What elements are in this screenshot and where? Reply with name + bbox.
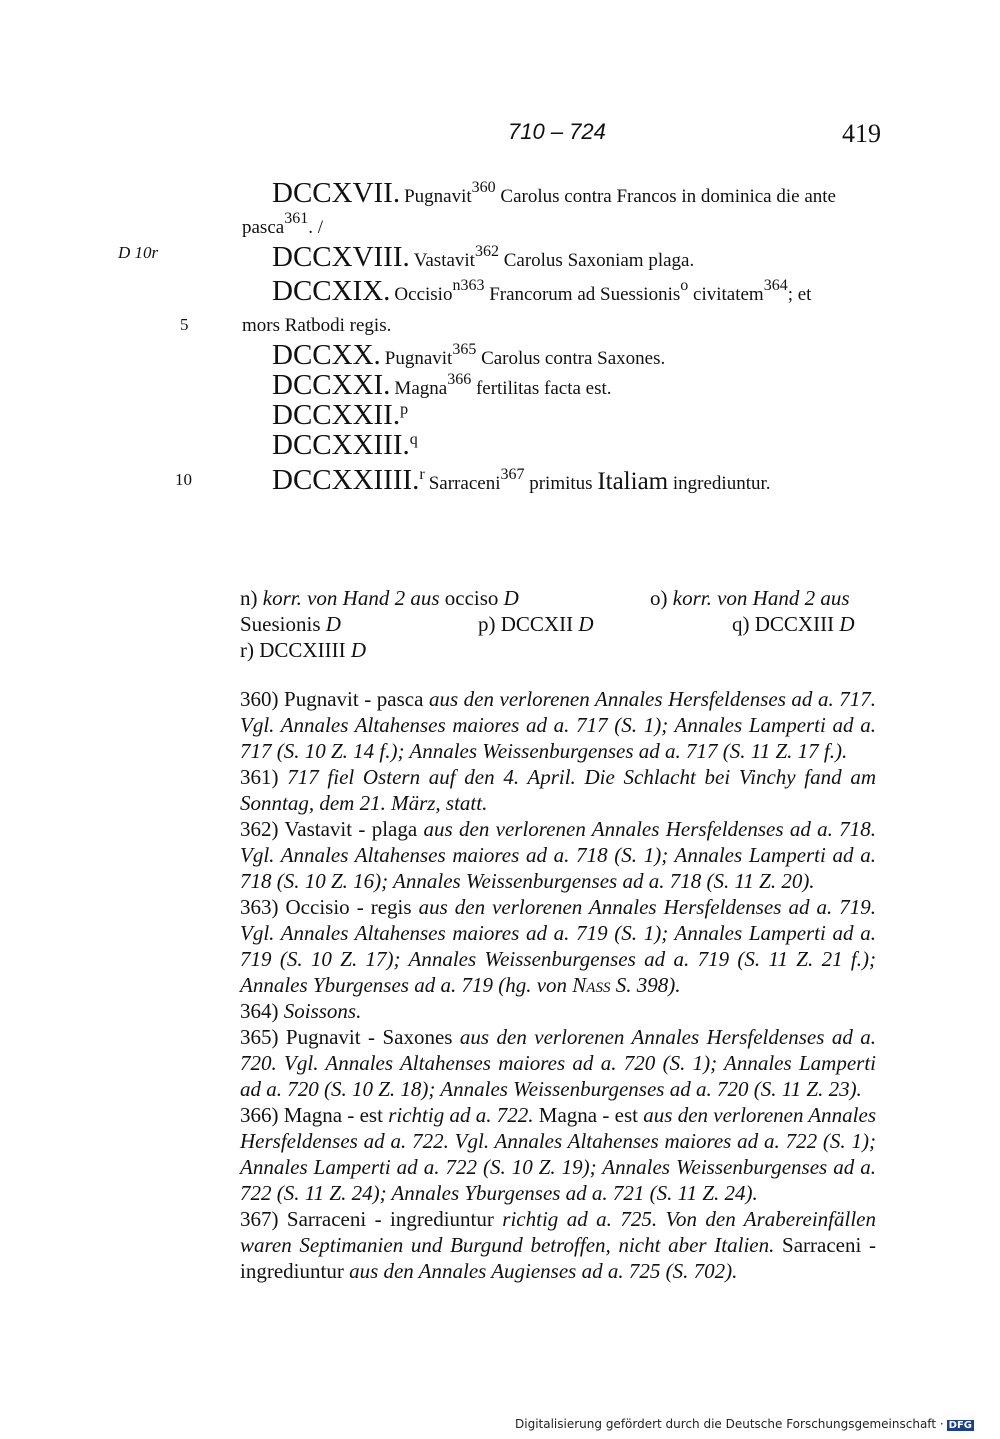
apparatus-note-q: q) DCCXIII D [732, 612, 855, 636]
footnote-ref: 365 [452, 341, 477, 358]
annal-entry-719 [272, 276, 811, 311]
entry-text: Carolus Saxoniam plaga. [498, 250, 695, 271]
apparatus-note-o-cont: Suesionis D [240, 612, 341, 636]
digitization-credit [515, 1417, 974, 1431]
apparatus-note-o: o) korr. von Hand 2 aus [650, 586, 850, 610]
year-label: DCCXX. [272, 339, 381, 371]
entry-word: pasca [242, 217, 285, 238]
footnote-ref: 361 [284, 210, 309, 227]
entry-text: civitatem [688, 284, 764, 305]
apparatus-ref: p [400, 401, 409, 418]
year-label: DCCXIX. [272, 275, 391, 307]
note-360: 360) Pugnavit - pasca aus den verlorenen Annales Hersfeldenses ad a. 717. Vgl. Annales Altahenses maiores ad a. 717 (S. 1); Annales Lamperti ad a. 717 (S. 10 Z. 14 f.); Annales Weissenburgenses ad a. 717 (S. 11 Z. 17 f.). [240, 687, 876, 763]
footnote-ref: 366 [447, 371, 472, 388]
year-label: DCCXVIII. [272, 241, 410, 273]
apparatus-ref: n [452, 277, 461, 294]
footnote-ref: 363 [460, 277, 485, 294]
page-number: 419 [842, 119, 881, 148]
entry-word: Magna [394, 378, 448, 399]
entry-text: Carolus contra Francos in dominica die ante [495, 186, 836, 207]
entry-text: Carolus contra Saxones. [476, 348, 666, 369]
footnote-ref: 362 [474, 243, 499, 260]
annal-entry-717 [272, 178, 836, 213]
entry-word: Vastavit [413, 250, 475, 271]
annal-entry-717-cont [242, 210, 323, 244]
apparatus-note-n: n) korr. von Hand 2 aus occiso D [240, 586, 519, 610]
entry-word: Pugnavit [404, 186, 472, 207]
apparatus-block [240, 585, 880, 663]
apparatus-ref: o [680, 277, 689, 294]
apparatus-note-p: p) DCCXII D [478, 612, 594, 636]
folio-marker: D 10r [118, 243, 159, 262]
year-label: DCCXXIII. [272, 429, 410, 461]
entry-word: Occisio [394, 284, 453, 305]
entry-text: ; et [787, 284, 812, 305]
running-head: 710 – 724 [508, 119, 606, 144]
entry-word: Sarraceni [428, 473, 501, 494]
credit-text: Digitalisierung gefördert durch die Deutsche Forschungsgemeinschaft · [515, 1417, 944, 1431]
entry-text: Francorum ad Suessionis [484, 284, 681, 305]
note-365: 365) Pugnavit - Saxones aus den verlorenen Annales Hersfeldenses ad a. 720. Vgl. Annales Altahenses maiores ad a. 720 (S. 1); Annales Lamperti ad a. 720 (S. 10 Z. 18); Annales Weissenburgenses ad a. 720 (S. 11 Z. 23). [240, 1025, 876, 1101]
note-366: 366) Magna - est richtig ad a. 722. Magna - est aus den verlorenen Annales Hersfeldenses ad a. 722. Vgl. Annales Altahenses maiores ad a. 722 (S. 1); Annales Lamperti ad a. 722 (S. 10 Z. 19); Annales Weissenburgenses ad a. 722 (S. 11 Z. 24); Annales Yburgenses ad a. 721 (S. 11 Z. 24). [240, 1103, 877, 1205]
dfg-logo: DFG [948, 1420, 972, 1431]
year-label: DCCXXIIII. [272, 464, 420, 496]
entry-text: primitus [524, 473, 598, 494]
entry-text: mors Ratbodi regis. [242, 315, 392, 336]
commentary-notes [240, 686, 876, 1284]
note-363: 363) Occisio - regis aus den verlorenen Annales Hersfeldenses ad a. 719. Vgl. Annales Altahenses maiores ad a. 719 (S. 1); Annales Lamperti ad a. 719 (S. 10 Z. 17); Annales Weissenburgenses ad a. 719 (S. 11 Z. 21 f.); Annales Yburgenses ad a. 719 (hg. von Nass S. 398). [240, 895, 876, 997]
note-367: 367) Sarraceni - ingrediuntur richtig ad a. 725. Von den Arabereinfällen waren Septimanien und Burgund betroffen, nicht aber Italien. Sarraceni - ingrediuntur aus den Annales Augienses ad a. 725 (S. 702). [240, 1207, 876, 1283]
line-number-10: 10 [175, 470, 192, 489]
annal-entry-723 [272, 430, 418, 465]
entry-word: Pugnavit [384, 348, 453, 369]
annal-entry-724 [272, 465, 771, 500]
year-label: DCCXXII. [272, 399, 401, 431]
entry-text: . / [308, 217, 323, 238]
year-label: DCCXXI. [272, 369, 391, 401]
apparatus-ref: r [419, 466, 425, 483]
note-361: 361) 717 fiel Ostern auf den 4. April. Die Schlacht bei Vinchy fand am Sonntag, dem 21. März, statt. [240, 765, 877, 815]
annal-entry-719-cont [242, 311, 391, 342]
note-364: 364) Soissons. [240, 999, 362, 1023]
note-362: 362) Vastavit - plaga aus den verlorenen Annales Hersfeldenses ad a. 718. Vgl. Annales Altahenses maiores ad a. 718 (S. 1); Annales Lamperti ad a. 718 (S. 10 Z. 16); Annales Weissenburgenses ad a. 718 (S. 11 Z. 20). [240, 817, 876, 893]
annal-entry-718 [272, 242, 694, 277]
footnote-ref: 364 [763, 277, 788, 294]
footnote-ref: 360 [471, 179, 496, 196]
apparatus-note-r: r) DCCXIIII D [240, 638, 366, 662]
entry-text: ingrediuntur. [668, 473, 771, 494]
line-number-5: 5 [180, 315, 189, 334]
year-label: DCCXVII. [272, 177, 401, 209]
footnote-ref: 367 [500, 466, 525, 483]
apparatus-ref: q [409, 431, 418, 448]
entry-word: Italiam [597, 468, 669, 495]
entry-text: fertilitas facta est. [471, 378, 612, 399]
